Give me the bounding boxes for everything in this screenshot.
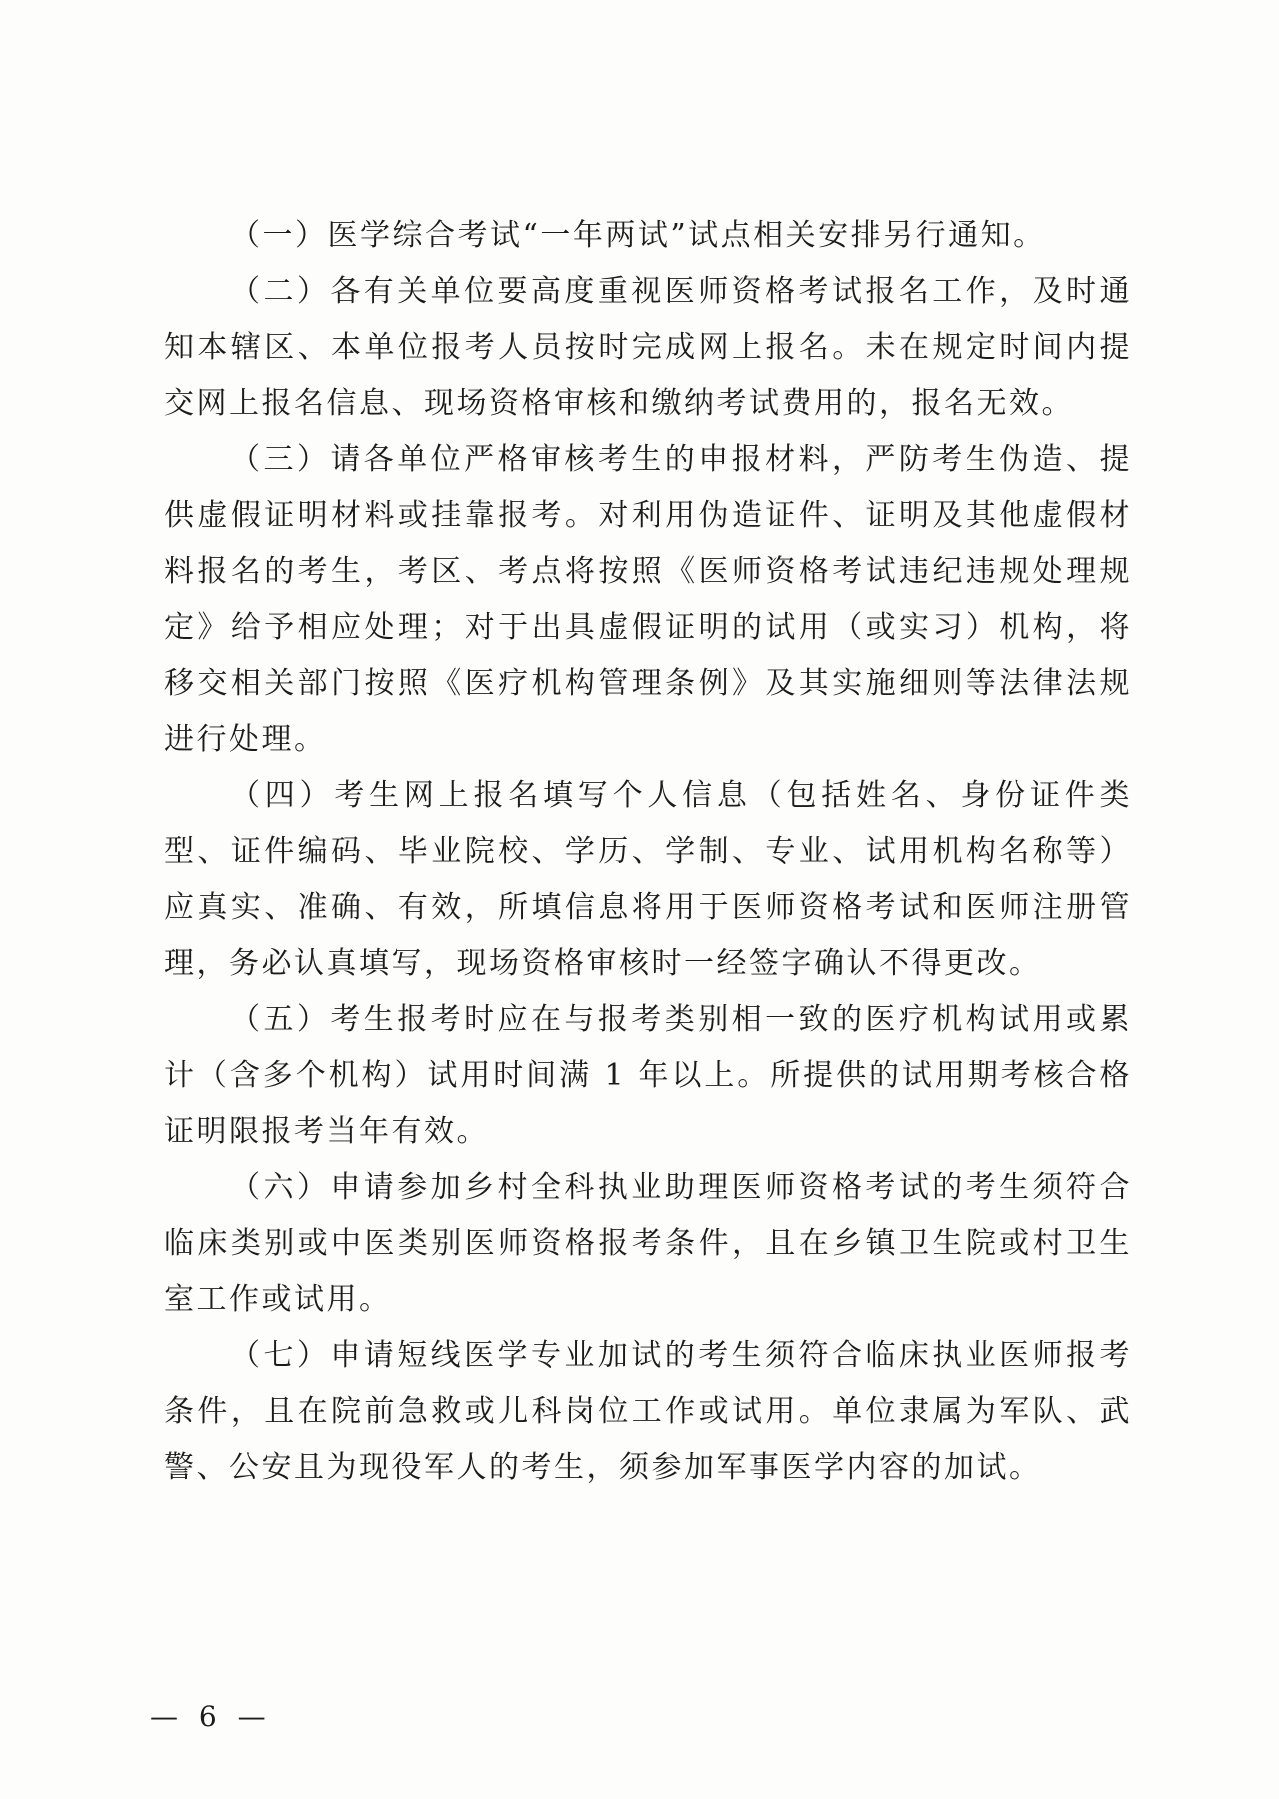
paragraph-5: （五）考生报考时应在与报考类别相一致的医疗机构试用或累计（含多个机构）试用时间满 1 年以上。所提供的试用期考核合格证明限报考当年有效。: [164, 1002, 1132, 1149]
paragraph-6: （六）申请参加乡村全科执业助理医师资格考试的考生须符合临床类别或中医类别医师资格报考条件，且在乡镇卫生院或村卫生室工作或试用。: [164, 1170, 1132, 1317]
document-body: [164, 208, 1132, 1496]
paragraph-7: （七）申请短线医学专业加试的考生须符合临床执业医师报考条件，且在院前急救或儿科岗位工作或试用。单位隶属为军队、武警、公安且为现役军人的考生，须参加军事医学内容的加试。: [164, 1338, 1132, 1485]
page-number: — 6 —: [150, 1700, 272, 1733]
paragraph-2: （二）各有关单位要高度重视医师资格考试报名工作，及时通知本辖区、本单位报考人员按时完成网上报名。未在规定时间内提交网上报名信息、现场资格审核和缴纳考试费用的，报名无效。: [164, 274, 1132, 421]
paragraph-1: （一）医学综合考试“一年两试”试点相关安排另行通知。: [230, 218, 1046, 253]
paragraph-4: （四）考生网上报名填写个人信息（包括姓名、身份证件类型、证件编码、毕业院校、学历、学制、专业、试用机构名称等）应真实、准确、有效，所填信息将用于医师资格考试和医师注册管理，务必认真填写，现场资格审核时一经签字确认不得更改。: [164, 778, 1132, 981]
paragraph-3: （三）请各单位严格审核考生的申报材料，严防考生伪造、提供虚假证明材料或挂靠报考。对利用伪造证件、证明及其他虚假材料报名的考生，考区、考点将按照《医师资格考试违纪违规处理规定》给予相应处理；对于出具虚假证明的试用（或实习）机构，将移交相关部门按照《医疗机构管理条例》及其实施细则等法律法规进行处理。: [164, 442, 1132, 757]
